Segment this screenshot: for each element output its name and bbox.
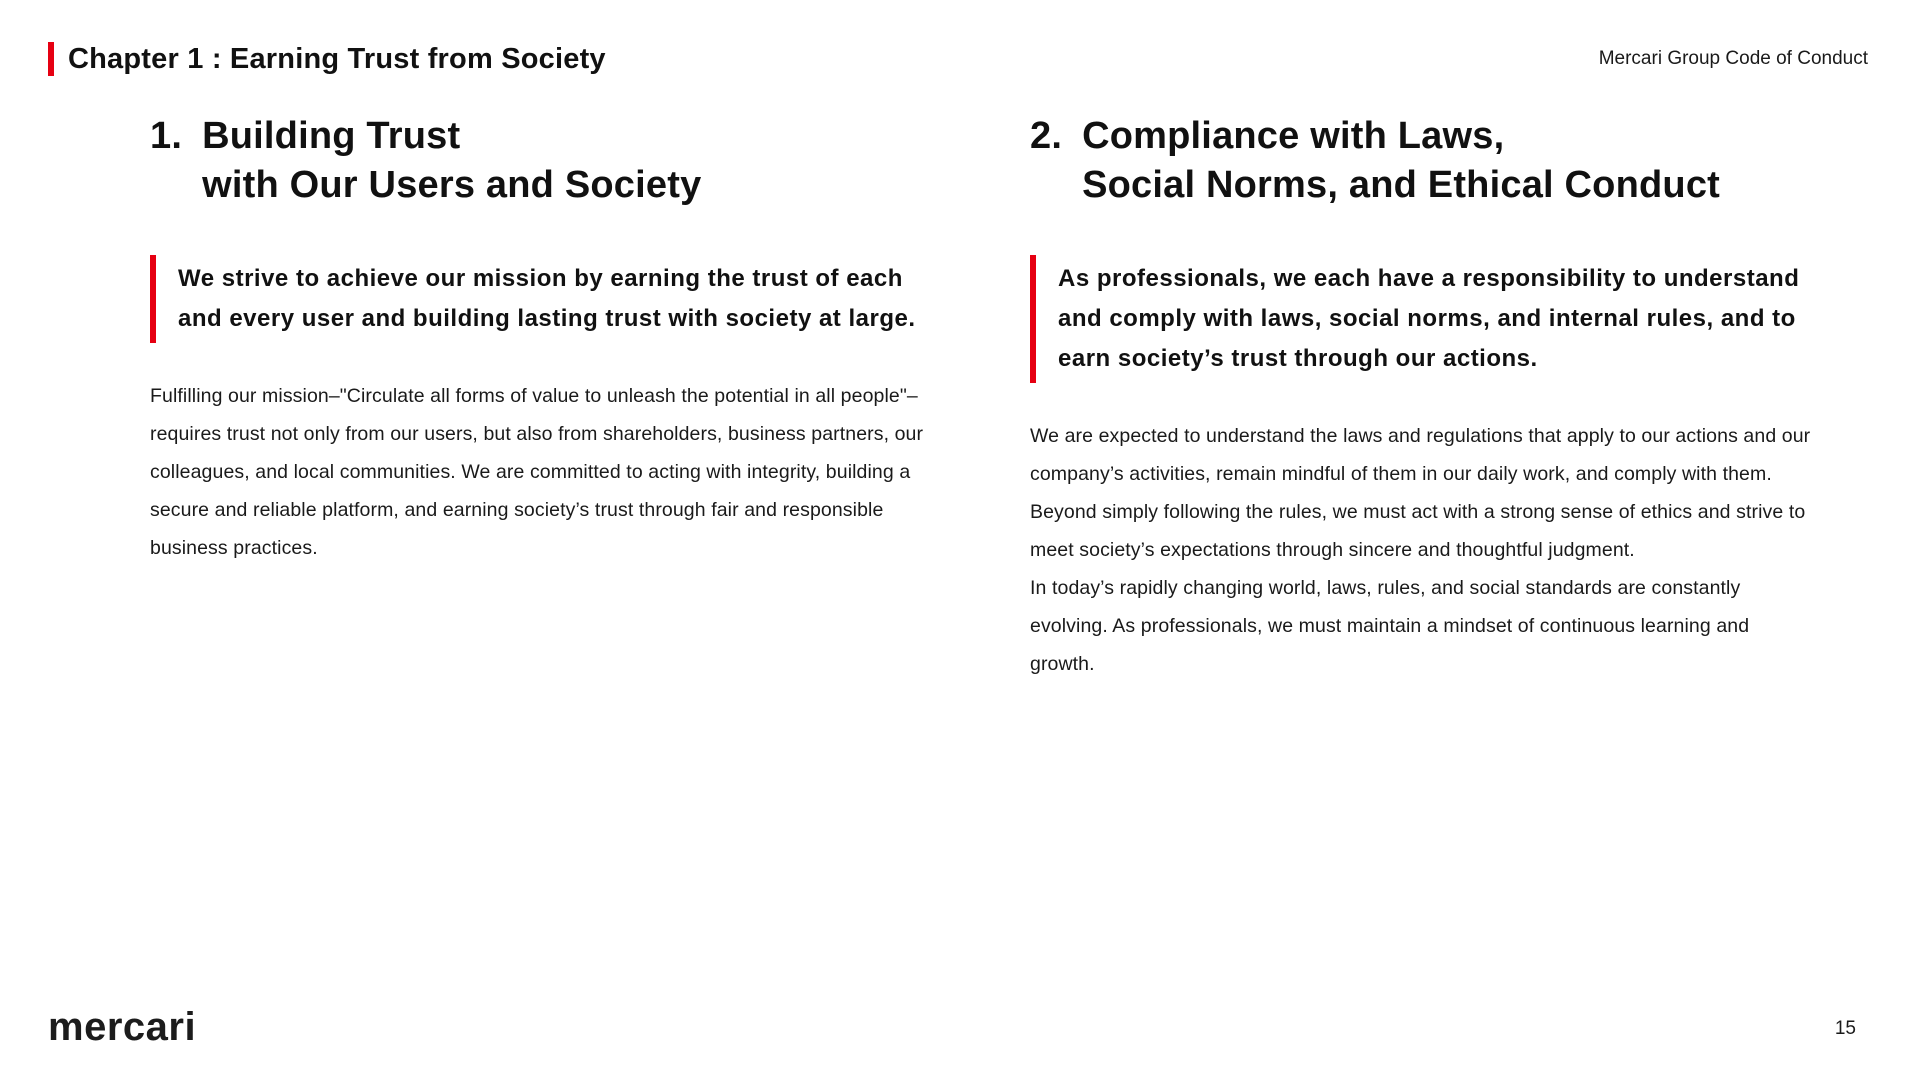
section-title-line-2: Social Norms, and Ethical Conduct	[1082, 163, 1721, 206]
section-compliance	[1030, 112, 1815, 683]
mercari-logo: mercari	[48, 1005, 197, 1049]
body-paragraph: We are expected to understand the laws and regulations that apply to our actions and our company’s activities, remain mindful of them in our daily work, and comply with them.	[1030, 424, 1811, 485]
page-number: 15	[1834, 1018, 1856, 1039]
lead-text: We strive to achieve our mission by earning the trust of each and every user and building lasting trust with society at large.	[178, 265, 916, 333]
chapter-title: Chapter 1 : Earning Trust from Society	[68, 42, 606, 75]
section-title-line-1: Building Trust	[202, 115, 461, 157]
section-body	[150, 377, 935, 567]
lead-text: As professionals, we each have a responsibility to understand and comply with laws, social norms, and internal rules, and to earn society’s trust through our actions.	[1058, 265, 1800, 372]
lead-statement	[1030, 255, 1815, 382]
document-title: Mercari Group Code of Conduct	[1598, 48, 1868, 69]
chapter-accent-bar	[48, 42, 54, 76]
section-title-text	[1082, 112, 1720, 209]
section-title-line-1: Compliance with Laws,	[1082, 115, 1505, 157]
content-columns	[150, 112, 1815, 683]
page-header	[48, 42, 1868, 76]
section-number: 2.	[1030, 115, 1063, 157]
section-title	[150, 112, 935, 209]
lead-statement	[150, 255, 935, 343]
section-number: 1.	[150, 115, 183, 157]
body-paragraph: Fulfilling our mission–"Circulate all forms of value to unleash the potential in all people"–requires trust not only from our users, but also from shareholders, business partners, our colleagues, and local communities. We are committed to acting with integrity, building a secure and reliable platform, and earning society’s trust through fair and responsible business practices.	[150, 384, 924, 559]
chapter-heading	[48, 42, 606, 76]
section-title	[1030, 112, 1815, 209]
body-paragraph: In today’s rapidly changing world, laws, rules, and social standards are constantly evolving. As professionals, we must maintain a mindset of continuous learning and growth.	[1030, 576, 1750, 675]
section-body	[1030, 417, 1815, 683]
section-title-text	[202, 112, 701, 209]
section-title-line-2: with Our Users and Society	[202, 163, 702, 206]
section-building-trust	[150, 112, 935, 683]
body-paragraph: Beyond simply following the rules, we must act with a strong sense of ethics and strive to meet society’s expectations through sincere and thoughtful judgment.	[1030, 500, 1806, 561]
